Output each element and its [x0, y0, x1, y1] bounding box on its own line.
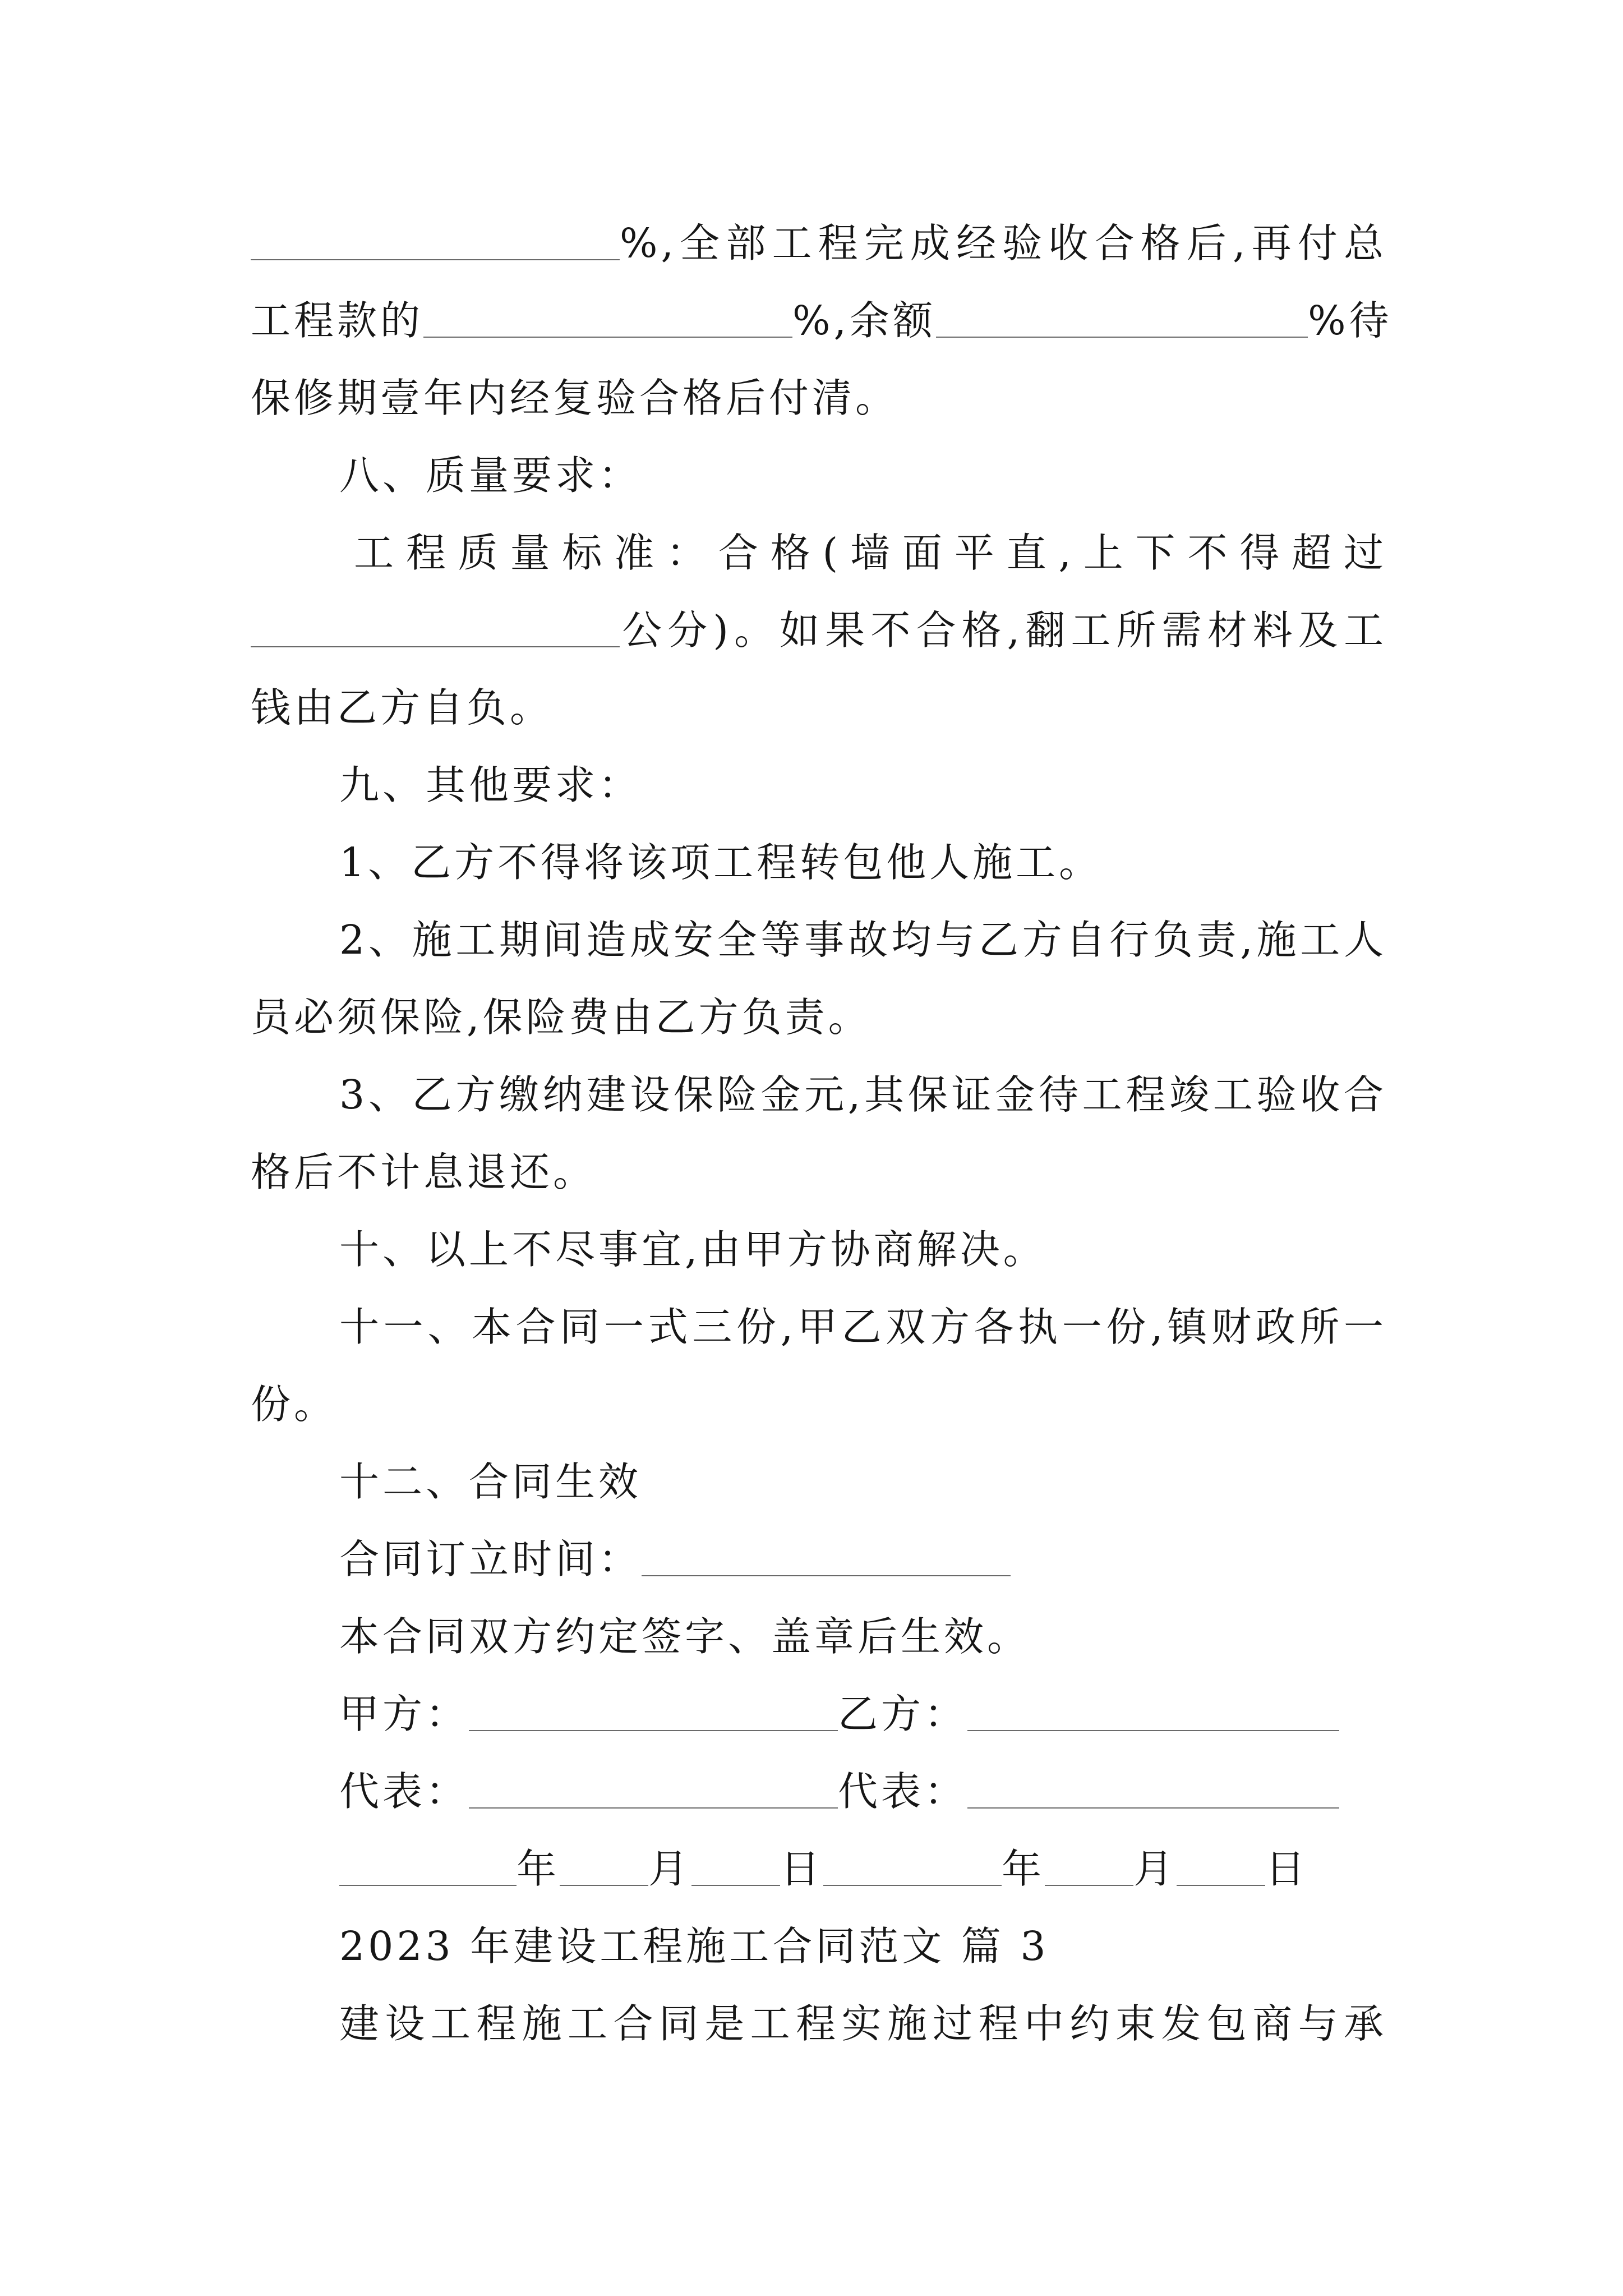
blank-field	[251, 646, 620, 647]
date-b-month-blank	[1045, 1884, 1133, 1886]
contract-body	[251, 205, 1393, 2063]
section-9-heading	[251, 747, 1387, 824]
section-8-line-3-text: 钱由乙方自负。	[251, 684, 554, 731]
party-b-label: 乙方：	[838, 1691, 968, 1737]
next-article-title-text: 2023 年建设工程施工合同范文 篇 3	[339, 1923, 1049, 1970]
section-12-heading	[251, 1443, 1387, 1521]
sign-time-label: 合同订立时间：	[339, 1536, 642, 1582]
payment-line-2-text-a: 工程款的	[251, 297, 424, 344]
payment-line-3-text: 保修期壹年内经复验合格后付清。	[251, 375, 899, 421]
effect-text: 本合同双方约定签字、盖章后生效。	[339, 1613, 1031, 1660]
date-b-year-blank	[823, 1884, 1002, 1886]
section-11-line-2-text: 份。	[251, 1381, 338, 1428]
date-a-month-blank	[560, 1884, 648, 1886]
rep-b-label: 代表：	[838, 1768, 968, 1815]
payment-line-2-text-b: %,余额	[792, 297, 937, 344]
date-b-year-label: 年	[1002, 1846, 1045, 1892]
section-9-item-2-line-2	[251, 979, 1387, 1056]
section-9-item-1-text: 1、乙方不得将该项工程转包他人施工。	[339, 839, 1103, 886]
payment-line-3	[251, 360, 1387, 437]
section-9-item-3-line-2	[251, 1134, 1387, 1211]
date-a-month-label: 月	[648, 1846, 692, 1892]
section-8-line-2	[251, 592, 1387, 669]
party-a-blank	[469, 1729, 838, 1731]
date-a-day-label: 日	[780, 1846, 824, 1892]
section-9-item-3-line-2-text: 格后不计息退还。	[251, 1149, 597, 1195]
section-10	[251, 1211, 1387, 1289]
section-9-item-1	[251, 824, 1387, 901]
section-8-line-3	[251, 669, 1387, 747]
date-b-day-label: 日	[1265, 1846, 1309, 1892]
section-8-line-1-text: 工程质量标准：合格(墙面平直,上下不得超过	[354, 530, 1387, 576]
party-b-blank	[967, 1729, 1339, 1731]
sign-time-blank	[642, 1575, 1011, 1576]
section-10-text: 十、以上不尽事宜,由甲方协商解决。	[339, 1226, 1046, 1273]
next-article-line-1	[251, 1985, 1387, 2063]
rep-a-blank	[469, 1807, 838, 1809]
next-article-line-1-text: 建设工程施工合同是工程实施过程中约束发包商与承	[339, 2000, 1387, 2047]
section-8-heading-text: 八、质量要求：	[339, 452, 642, 499]
section-9-item-3-line-1-text: 3、乙方缴纳建设保险金元,其保证金待工程竣工验收合	[339, 1071, 1387, 1118]
section-9-item-2-line-1	[251, 901, 1387, 979]
section-8-line-2-text: 公分)。如果不合格,翻工所需材料及工	[620, 607, 1387, 654]
parties-line	[251, 1676, 1387, 1753]
date-b-month-label: 月	[1133, 1846, 1177, 1892]
section-9-heading-text: 九、其他要求：	[339, 762, 642, 808]
sign-time-line	[251, 1521, 1387, 1598]
section-9-item-3-line-1	[251, 1056, 1387, 1134]
next-article-title	[251, 1908, 1387, 1985]
section-11-line-1	[251, 1289, 1387, 1366]
section-8-heading	[251, 437, 1387, 514]
payment-line-2-text-c: %待	[1308, 297, 1393, 344]
representatives-line	[251, 1753, 1387, 1830]
section-11-line-1-text: 十一、本合同一式三份,甲乙双方各执一份,镇财政所一	[339, 1304, 1387, 1350]
blank-field	[423, 336, 792, 338]
section-12-heading-text: 十二、合同生效	[339, 1458, 642, 1505]
section-8-line-1	[251, 514, 1387, 592]
rep-b-blank	[967, 1807, 1339, 1809]
payment-line-2	[251, 282, 1393, 360]
section-9-item-2-line-2-text: 员必须保险,保险费由乙方负责。	[251, 994, 872, 1041]
section-11-line-2	[251, 1366, 1387, 1443]
blank-field	[936, 336, 1308, 338]
date-line	[251, 1830, 1387, 1908]
date-a-year-label: 年	[517, 1846, 560, 1892]
date-b-day-blank	[1177, 1884, 1265, 1886]
date-a-year-blank	[339, 1884, 517, 1886]
section-9-item-2-line-1-text: 2、施工期间造成安全等事故均与乙方自行负责,施工人	[339, 917, 1387, 963]
effect-line	[251, 1598, 1387, 1676]
payment-line-1	[251, 205, 1387, 282]
payment-line-1-text: %,全部工程完成经验收合格后,再付总	[620, 220, 1387, 266]
rep-a-label: 代表：	[339, 1768, 469, 1815]
blank-field	[251, 259, 620, 260]
date-a-day-blank	[691, 1884, 780, 1886]
party-a-label: 甲方：	[339, 1691, 469, 1737]
